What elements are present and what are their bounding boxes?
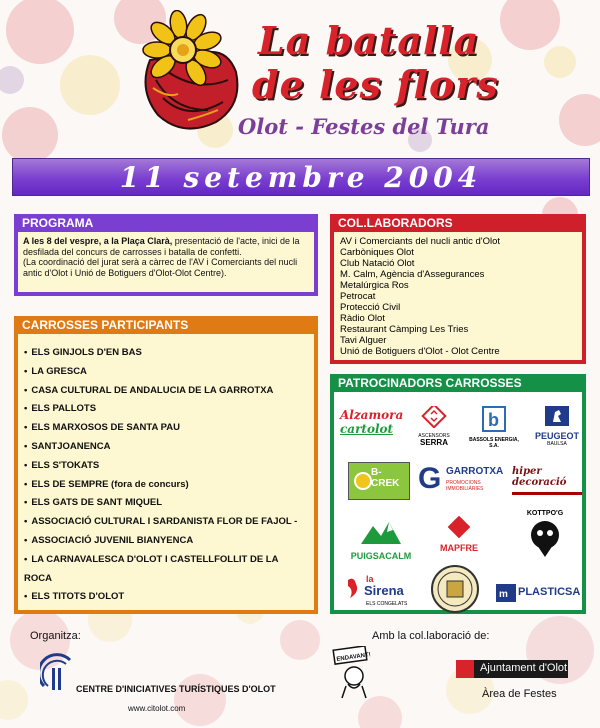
list-item-label: ELS GINJOLS D'EN BAS [31,347,142,358]
programa-text [18,232,314,282]
list-item [24,476,308,495]
list-item-label: ELS GATS DE SANT MIQUEL [31,497,163,509]
list-item-label: ELS MARXOSOS DE SANTA PAU [31,422,180,434]
list-item: Tavi Alguer [340,335,387,346]
ascensors-text: ASCENSORS [418,433,450,439]
patrocinadors-heading: PATROCINADORS CARROSSES [330,374,586,392]
programa-time-place: A les 8 del vespre, a la Plaça Clarà, [23,236,173,246]
list-item: Protecció Civil [340,302,401,313]
list-item [24,419,308,438]
list-item [24,382,308,401]
seal-logo [430,564,480,614]
garrotxa-g-icon [418,462,444,492]
plasticsa-logo [496,582,582,608]
hiper-text: hiper decoració [512,466,567,488]
area-festes-text: Àrea de Festes [482,688,557,700]
list-item-label: LA GRESCA [31,365,87,377]
patrocinadors-panel [330,374,586,614]
bcrek-logo [348,462,410,500]
list-item [24,532,308,551]
collaboradors-heading: COL.LABORADORS [330,214,586,232]
bullet-icon: • [24,534,28,546]
title-line-2: de les flors [252,62,499,107]
mountain-icon [359,518,403,546]
date-text: 11 setembre 2004 [119,160,483,194]
puigsacalm-logo [346,518,416,562]
plasticsa-mark-icon [496,584,516,602]
list-item-label: ELS S'TOKATS [31,459,100,471]
programa-panel [14,214,318,296]
mermaid-icon [344,576,364,600]
alzamora-text: Alzamora [340,408,404,422]
promocions-text: PROMOCIONS IMMOBILIÀRIES [446,480,484,492]
bullet-icon: • [24,365,28,377]
list-item: Carbòniques Olot [340,247,414,258]
comic-character-icon [330,646,380,700]
sirena-text: Sirena [364,583,404,598]
bullet-icon: • [24,497,28,509]
organitza-label: Organitza: [30,630,81,642]
ajuntament-bar [456,660,568,678]
list-item: Restaurant Càmping Les Tries [340,324,469,335]
cit-name: CENTRE D'INICIATIVES TURÍSTIQUES D'OLOT [76,684,276,694]
bcrek-circle-icon [353,471,373,491]
bullet-icon: • [24,384,28,396]
mapfre-emblem-icon [448,516,470,538]
collaboradors-list [334,236,582,357]
garrotxa-text: GARROTXA [446,466,504,477]
list-item [24,494,308,513]
bullet-icon: • [24,591,28,603]
kotpo-text: KOTTPO'G [526,510,564,517]
round-seal-icon [430,564,480,614]
carrosses-list [18,344,314,607]
garrotxa-logo [418,460,506,500]
list-item [24,363,308,382]
list-item: Metalúrgica Ros [340,280,409,291]
title-line-1: La batalla [258,18,480,63]
collaboracio-label: Amb la col.laboració de: [372,630,490,642]
bullet-icon: • [24,553,28,565]
list-item [24,438,308,457]
cartolot-text: cartolot [340,422,394,436]
date-banner [12,158,590,196]
bassols-b-icon [482,406,506,432]
character-icon [525,517,565,559]
bassols-text: BASSOLS ENERGIA, S.A. [469,437,519,449]
bullet-icon: • [24,459,28,471]
carrosses-heading: CARROSSES PARTICIPANTS [14,316,318,334]
alzamora-logo [340,408,404,442]
puigsacalm-text: PUIGSACALM [350,551,412,561]
list-item [24,400,308,419]
collaboradors-panel [330,214,586,364]
list-item-label: ASSOCIACIÓ JUVENIL BIANYENCA [31,534,194,546]
bullet-icon: • [24,516,28,528]
programa-description: presentació de l'acte, inici de la desfilada del concurs de carrosses i batalla de confetti. [23,236,300,257]
plasticsa-text: PLASTICSA [518,586,581,598]
kotpo-logo [514,510,576,568]
bullet-icon: • [24,403,28,415]
bullet-icon: • [24,478,28,490]
list-item: AV i Comerciants del nucli antic d'Olot [340,236,501,247]
cit-url: www.citolot.com [128,704,186,713]
mapfre-text: MAPFRE [440,543,478,553]
peugeot-text: PEUGEOT [534,431,579,441]
subtitle: Olot - Festes del Tura [238,114,490,139]
svg-text:b: b [488,410,499,430]
ajuntament-text: Ajuntament d'Olot [480,662,568,674]
serra-text: SERRA [419,438,448,447]
list-item [24,457,308,476]
list-item [24,551,308,589]
list-item [24,344,308,363]
list-item: Club Natació Olot [340,258,415,269]
bassols-logo [464,406,524,449]
mapfre-logo [430,516,488,560]
hiper-decoracio-logo [512,466,582,495]
baulsa-text: BAULSA [547,441,567,447]
bcrek-text: B-CREK [371,467,400,489]
ascensors-serra-logo [408,406,460,446]
carrosses-panel [14,316,318,614]
list-item-label: ELS TITOTS D'OLOT [31,591,125,603]
programa-note: (La coordinació del jurat serà a càrrec de l'AV i Comerciants del nucli antic d'Olot i Unió de Botiguers d'Olot-Olot Centre). [23,257,298,278]
svg-text:m: m [499,589,508,600]
els-congelats-text: ELS CONGELATS [366,601,408,607]
list-item [24,513,308,532]
list-item-label: CASA CULTURAL DE ANDALUCIA DE LA GARROTXA [31,384,274,396]
flower-logo-graphic [128,10,248,138]
list-item-label: ELS PALLOTS [31,403,97,415]
peugeot-logo [530,406,584,446]
list-item-label: ASSOCIACIÓ CULTURAL I SARDANISTA FLOR DE FAJOL - [31,516,298,528]
lion-icon [545,406,569,426]
cit-logo-icon [40,650,74,692]
list-item: Ràdio Olot [340,313,385,324]
list-item-label: ELS DE SEMPRE (fora de concurs) [31,478,189,490]
bullet-icon: • [24,422,28,434]
list-item: Unió de Botiguers d'Olot - Olot Centre [340,346,500,357]
bullet-icon: • [24,440,28,452]
svg-text:G: G [418,462,442,492]
bullet-icon: • [24,347,28,358]
list-item [24,588,308,607]
list-item-label: LA CARNAVALESCA D'OLOT I CASTELLFOLLIT DE LA ROCA [24,553,279,584]
list-item-label: SANTJOANENCA [31,440,111,452]
elevator-icon [421,406,447,428]
comic-banner-text: ENDAVANT! [336,652,372,663]
la-sirena-logo [344,574,410,614]
list-item: M. Calm, Agència d'Assegurances [340,269,485,280]
list-item: Petrocat [340,291,376,302]
programa-heading: PROGRAMA [14,214,318,232]
ajuntament-shield-icon [456,660,474,678]
la-text: la [366,574,374,584]
